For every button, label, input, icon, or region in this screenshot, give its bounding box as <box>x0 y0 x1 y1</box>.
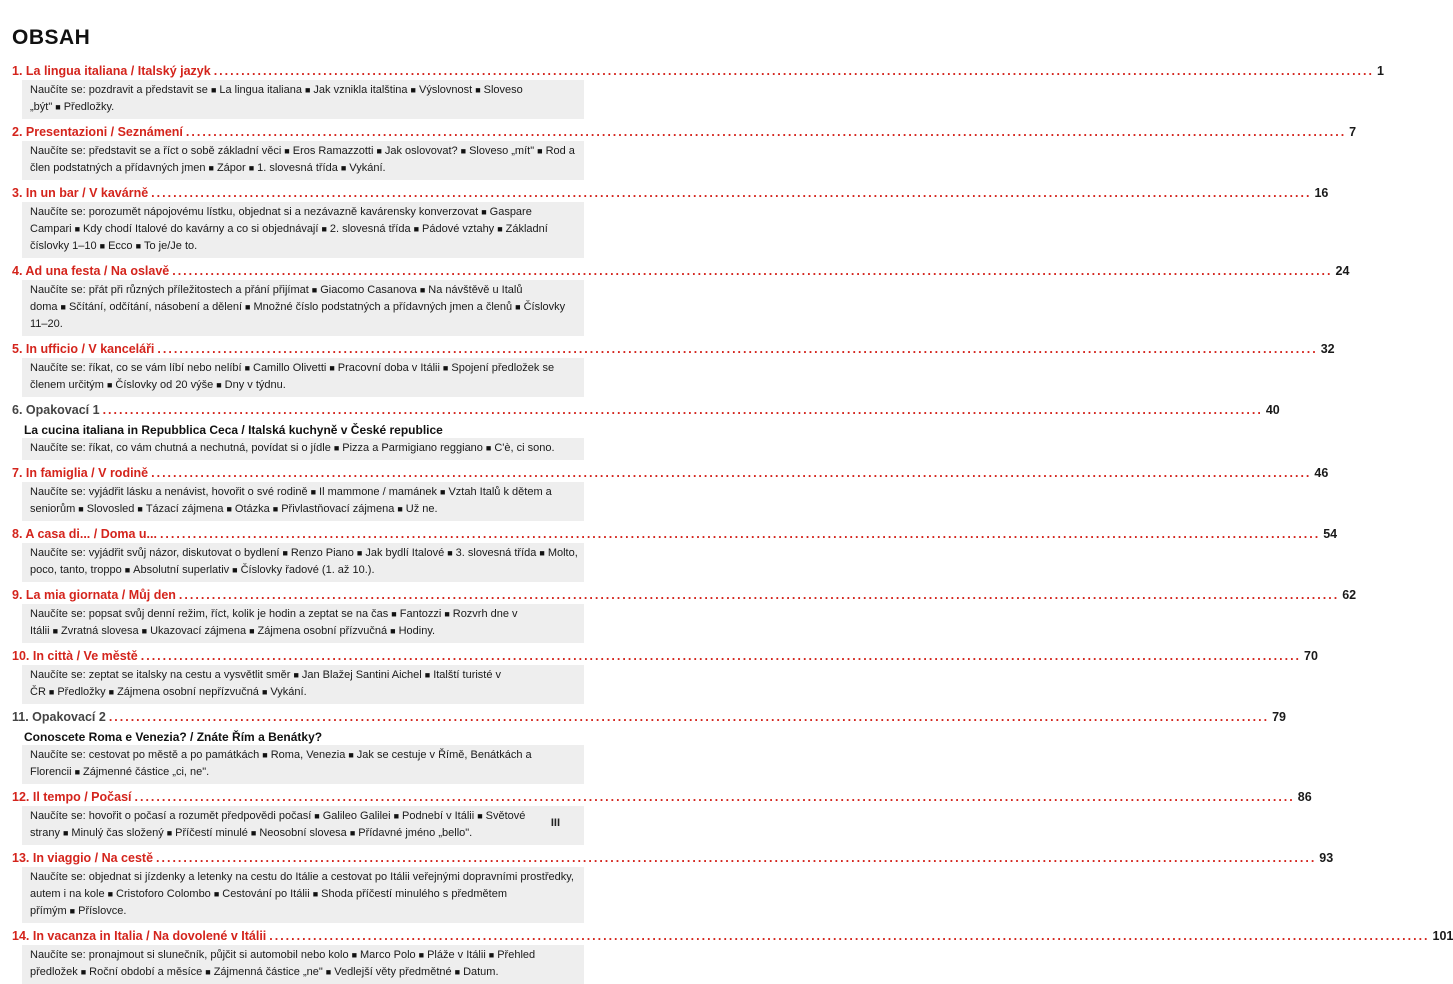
toc-entry-title: 3. In un bar / V kavárně <box>12 186 149 200</box>
toc-entry-heading[interactable] <box>12 341 1335 358</box>
toc-entry-heading[interactable] <box>12 465 1329 482</box>
toc-entry-summary: Naučíte se: vyjádřit svůj názor, diskutovat o bydlení ■ Renzo Piano ■ Jak bydlí Italové ■ 3. slovesná třída ■ Molto, poco, tanto, troppo ■ Absolutní superlativ ■ Číslovky řadové (1. až 10.). <box>22 543 584 582</box>
toc-entry-title: 10. In città / Ve městě <box>12 649 138 663</box>
toc-entry-subtitle: La cucina italiana in Repubblica Ceca / Italská kuchyně v České republice <box>24 423 443 437</box>
dot-leader <box>151 185 1311 202</box>
toc-entry-page: 40 <box>1265 403 1280 417</box>
bullet-separator: ■ <box>55 102 61 112</box>
bullet-separator: ■ <box>497 224 503 234</box>
toc-entry-heading[interactable] <box>12 185 1329 202</box>
bullet-separator: ■ <box>304 85 311 95</box>
toc-entry-title: 14. In vacanza in Italia / Na dovolené v Itálii <box>12 929 267 943</box>
dot-leader <box>269 928 1429 945</box>
toc-entry <box>12 124 1357 180</box>
toc-entry-summary: Naučíte se: říkat, co vám chutná a nechutná, povídat si o jídle ■ Pizza a Parmigiano reggiano ■ C'è, ci sono. <box>22 438 584 460</box>
bullet-separator: ■ <box>124 565 131 575</box>
toc-entry-page: 1 <box>1376 64 1384 78</box>
toc-entry-title: 13. In viaggio / Na cestě <box>12 851 154 865</box>
dot-leader <box>109 709 1269 726</box>
toc-entry-heading[interactable] <box>12 587 1357 604</box>
bullet-separator: ■ <box>74 224 81 234</box>
bullet-separator: ■ <box>272 504 279 514</box>
toc-entry <box>12 587 1357 643</box>
bullet-separator: ■ <box>107 889 114 899</box>
toc-entry-summary: Naučíte se: objednat si jízdenky a letenky na cestu do Itálie a cestovat po Itálii veřejnými dopravními prostředky, autem i na kole ■ Cristoforo Colombo ■ Cestování po Itálii ■ Shoda příčestí minulého s předmětem přímým ■ Příslovce. <box>22 867 584 923</box>
bullet-separator: ■ <box>106 380 113 390</box>
toc-entry-summary: Naučíte se: pronajmout si slunečník, půjčit si automobil nebo kolo ■ Marco Polo ■ Pláže v Itálii ■ Přehled předložek ■ Roční období a měsíce ■ Zájmenná částice „ne" ■ Vedlejší věty předmětné ■ Datum. <box>22 945 584 984</box>
bullet-separator: ■ <box>60 302 66 312</box>
toc-entry-title: 4. Ad una festa / Na oslavě <box>12 264 170 278</box>
toc-entry-review <box>12 709 1286 784</box>
bullet-separator: ■ <box>340 163 347 173</box>
toc-entry-title: 12. Il tempo / Počasí <box>12 790 132 804</box>
toc-entry <box>12 928 1453 984</box>
bullet-separator: ■ <box>205 967 211 977</box>
bullet-separator: ■ <box>249 626 255 636</box>
bullet-separator: ■ <box>250 828 257 838</box>
bullet-separator: ■ <box>376 146 382 156</box>
dot-leader <box>141 648 1301 665</box>
toc-entry-title: 6. Opakovací 1 <box>12 403 100 417</box>
toc-entry-summary: Naučíte se: hovořit o počasí a rozumět předpovědi počasí ■ Galileo Galilei ■ Podnebí v Itálii ■ Světové strany ■ Minulý čas složený ■ Příčestí minulé ■ Neosobní slovesa ■ Přídavné jméno „bello". <box>22 806 584 845</box>
bullet-separator: ■ <box>232 565 238 575</box>
toc-entry-title: 11. Opakovací 2 <box>12 710 106 724</box>
bullet-separator: ■ <box>393 811 400 821</box>
bullet-separator: ■ <box>262 750 268 760</box>
toc-entry-heading[interactable] <box>12 709 1286 726</box>
toc-entry-title: 1. La lingua italiana / Italský jazyk <box>12 64 211 78</box>
toc-entry-subtitle: Conoscete Roma e Venezia? / Znáte Řím a Benátky? <box>24 730 323 744</box>
bullet-separator: ■ <box>69 906 76 916</box>
toc-entry <box>12 789 1312 845</box>
toc-entry-page: 16 <box>1314 186 1329 200</box>
bullet-separator: ■ <box>62 828 69 838</box>
bullet-separator: ■ <box>244 363 250 373</box>
toc-entry-summary: Naučíte se: porozumět nápojovému lístku, objednat si a nezávazně kavárensky konverzovat ■ Gaspare Campari ■ Kdy chodí Italové do kavárny a co si objednávají ■ 2. slovesná třída ■ Pádové vztahy ■ Základní číslovky 1–10 ■ Ecco ■ To je/Je to. <box>22 202 584 258</box>
bullet-separator: ■ <box>348 750 354 760</box>
bullet-separator: ■ <box>226 504 232 514</box>
toc-entry-summary: Naučíte se: přát při různých příležitostech a přání přijímat ■ Giacomo Casanova ■ Na návštěvě u Italů doma ■ Sčítání, odčítání, násobení a dělení ■ Množné číslo podstatných a přídavných jmen a členů ■ Číslovky 11–20. <box>22 280 584 336</box>
toc-entry-title: 2. Presentazioni / Seznámení <box>12 125 183 139</box>
toc-entry-title: 9. La mia giornata / Můj den <box>12 588 176 602</box>
toc-entry-heading[interactable] <box>12 124 1357 141</box>
bullet-separator: ■ <box>282 548 288 558</box>
bullet-separator: ■ <box>166 828 173 838</box>
bullet-separator: ■ <box>210 85 217 95</box>
toc-entry <box>12 465 1329 521</box>
toc-entry-title: 8. A casa di... / Doma u... <box>12 527 157 541</box>
bullet-separator: ■ <box>216 380 222 390</box>
toc-entry-page: 86 <box>1297 790 1312 804</box>
bullet-separator: ■ <box>444 609 450 619</box>
toc-entry-page: 54 <box>1323 527 1338 541</box>
toc-entry-page: 62 <box>1342 588 1357 602</box>
bullet-separator: ■ <box>329 363 335 373</box>
bullet-separator: ■ <box>391 609 397 619</box>
bullet-separator: ■ <box>321 224 327 234</box>
bullet-separator: ■ <box>351 950 357 960</box>
bullet-separator: ■ <box>413 224 420 234</box>
bullet-separator: ■ <box>475 85 481 95</box>
toc-entry-page: 46 <box>1314 466 1329 480</box>
toc-entry-page: 79 <box>1272 710 1286 724</box>
bullet-separator: ■ <box>311 285 318 295</box>
bullet-separator: ■ <box>213 889 220 899</box>
toc-entry <box>12 526 1338 582</box>
bullet-separator: ■ <box>135 241 141 251</box>
bullet-separator: ■ <box>488 950 495 960</box>
toc-entry-heading[interactable] <box>12 526 1338 543</box>
bullet-separator: ■ <box>312 889 319 899</box>
bullet-separator: ■ <box>261 687 268 697</box>
bullet-separator: ■ <box>390 626 396 636</box>
toc-entry-review <box>12 402 1280 460</box>
toc-entry <box>12 341 1335 397</box>
bullet-separator: ■ <box>137 504 143 514</box>
toc-entry-page: 32 <box>1320 342 1335 356</box>
bullet-separator: ■ <box>293 670 299 680</box>
toc-entry-summary: Naučíte se: zeptat se italsky na cestu a vysvětlit směr ■ Jan Blažej Santini Aichel ■ Italští turisté v ČR ■ Předložky ■ Zájmena osobní nepřízvučná ■ Vykání. <box>22 665 584 704</box>
dot-leader <box>135 789 1295 806</box>
dot-leader <box>172 263 1332 280</box>
dot-leader <box>151 465 1311 482</box>
toc-entry-page: 24 <box>1335 264 1350 278</box>
toc-entry-summary: Naučíte se: vyjádřit lásku a nenávist, hovořit o své rodině ■ Il mammone / mamánek ■ Vztah Italů k dětem a seniorům ■ Slovosled ■ Tázací zájmena ■ Otázka ■ Přivlastňovací zájmena ■ Už ne. <box>22 482 584 521</box>
bullet-separator: ■ <box>48 687 55 697</box>
bullet-separator: ■ <box>539 548 545 558</box>
toc-entry-title: 5. In ufficio / V kanceláři <box>12 342 155 356</box>
toc-entry <box>12 263 1350 336</box>
toc-entry-page: 7 <box>1349 125 1357 139</box>
toc-entry-heading[interactable] <box>12 402 1280 419</box>
toc-entry <box>12 850 1334 923</box>
bullet-separator: ■ <box>245 302 251 312</box>
bullet-separator: ■ <box>419 285 426 295</box>
toc-entry-heading[interactable] <box>12 789 1312 806</box>
toc-entry-heading[interactable] <box>12 263 1350 280</box>
toc-entry-heading[interactable] <box>12 648 1318 665</box>
bullet-separator: ■ <box>515 302 521 312</box>
bullet-separator: ■ <box>74 767 81 777</box>
toc-entry-page: 70 <box>1304 649 1318 663</box>
toc-entry-heading[interactable] <box>12 928 1453 945</box>
bullet-separator: ■ <box>325 967 332 977</box>
bullet-separator: ■ <box>52 626 58 636</box>
bullet-separator: ■ <box>418 950 425 960</box>
bullet-separator: ■ <box>397 504 403 514</box>
toc-entry-page: 93 <box>1319 851 1334 865</box>
bullet-separator: ■ <box>314 811 320 821</box>
dot-leader <box>179 587 1339 604</box>
bullet-separator: ■ <box>333 443 340 453</box>
toc-entry-summary: Naučíte se: představit se a říct o sobě základní věci ■ Eros Ramazzotti ■ Jak oslovovat? ■ Sloveso „mít" ■ Rod a člen podstatných a přídavných jmen ■ Zápor ■ 1. slovesná třída ■ Vykání. <box>22 141 584 180</box>
bullet-separator: ■ <box>485 443 492 453</box>
bullet-separator: ■ <box>208 163 214 173</box>
dot-leader <box>214 63 1374 80</box>
dot-leader <box>157 341 1317 358</box>
bullet-separator: ■ <box>460 146 467 156</box>
page-number: III <box>550 817 560 829</box>
bullet-separator: ■ <box>356 548 363 558</box>
bullet-separator: ■ <box>349 828 356 838</box>
dot-leader <box>156 850 1316 867</box>
toc-entry-heading[interactable] <box>12 850 1334 867</box>
toc-entry-heading[interactable] <box>12 63 1384 80</box>
bullet-separator: ■ <box>424 670 431 680</box>
toc-entry <box>12 63 1384 119</box>
toc-entry-title: 7. In famiglia / V rodině <box>12 466 149 480</box>
toc-entry-summary: Naučíte se: cestovat po městě a po památkách ■ Roma, Venezia ■ Jak se cestuje v Římě, Benátkách a Florencii ■ Zájmenné částice „ci, ne". <box>22 745 584 784</box>
bullet-separator: ■ <box>310 487 317 497</box>
toc-entry-page: 101 <box>1432 929 1453 943</box>
bullet-separator: ■ <box>410 85 416 95</box>
bullet-separator: ■ <box>537 146 543 156</box>
page-title: OBSAH <box>12 26 91 49</box>
bullet-separator: ■ <box>454 967 461 977</box>
bullet-separator: ■ <box>80 967 87 977</box>
bullet-separator: ■ <box>481 207 487 217</box>
dot-leader <box>186 124 1346 141</box>
toc-entry-summary: Naučíte se: pozdravit a představit se ■ La lingua italiana ■ Jak vznikla italština ■ Výslovnost ■ Sloveso „být" ■ Předložky. <box>22 80 584 119</box>
bullet-separator: ■ <box>141 626 148 636</box>
bullet-separator: ■ <box>248 163 255 173</box>
bullet-separator: ■ <box>78 504 84 514</box>
bullet-separator: ■ <box>447 548 453 558</box>
toc-entry <box>12 185 1329 258</box>
dot-leader <box>160 526 1320 543</box>
toc-entry-summary: Naučíte se: popsat svůj denní režim, říct, kolik je hodin a zeptat se na čas ■ Fantozzi ■ Rozvrh dne v Itálii ■ Zvratná slovesa ■ Ukazovací zájmena ■ Zájmena osobní přízvučná ■ Hodiny. <box>22 604 584 643</box>
bullet-separator: ■ <box>284 146 290 156</box>
toc-entry <box>12 648 1318 704</box>
dot-leader <box>103 402 1263 419</box>
bullet-separator: ■ <box>477 811 483 821</box>
bullet-separator: ■ <box>442 363 449 373</box>
bullet-separator: ■ <box>108 687 115 697</box>
bullet-separator: ■ <box>440 487 446 497</box>
bullet-separator: ■ <box>99 241 106 251</box>
toc-entry-summary: Naučíte se: říkat, co se vám líbí nebo nelíbí ■ Camillo Olivetti ■ Pracovní doba v Itálii ■ Spojení předložek se členem určitým ■ Číslovky od 20 výše ■ Dny v týdnu. <box>22 358 584 397</box>
